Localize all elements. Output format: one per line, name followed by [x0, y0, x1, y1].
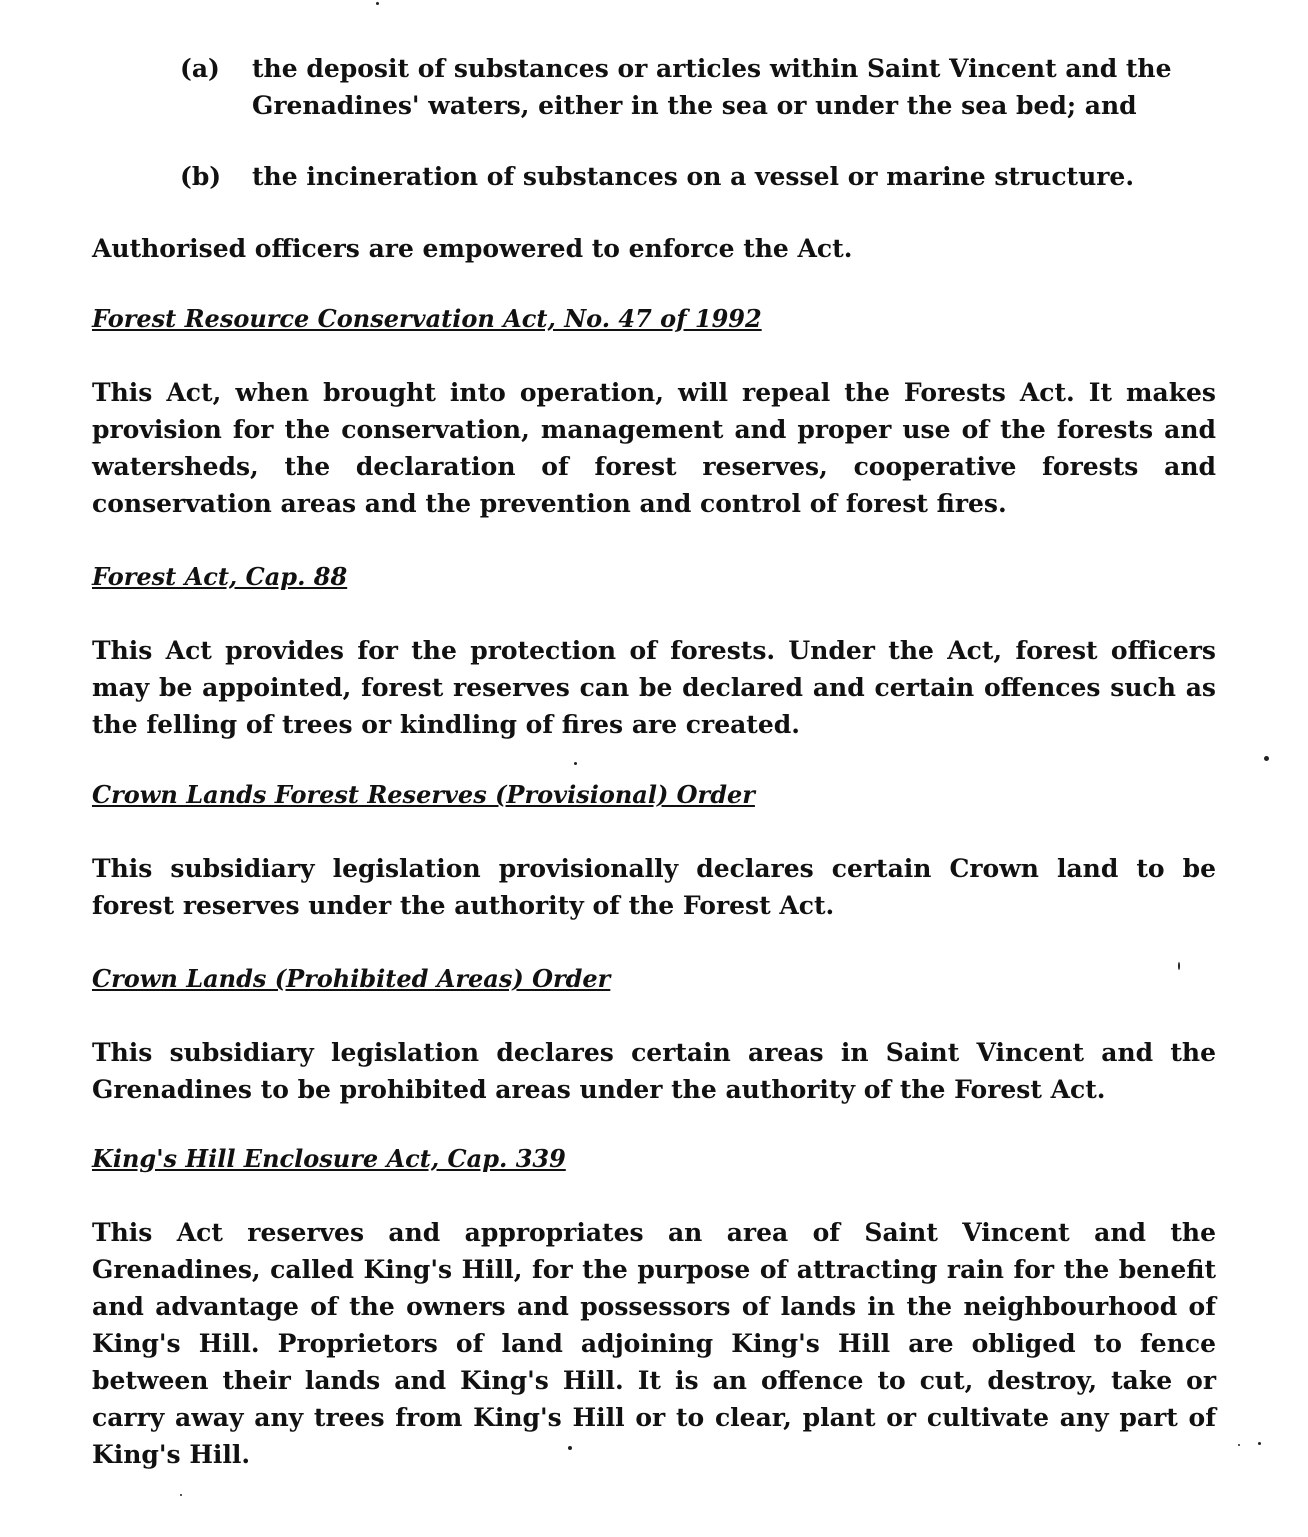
list-item-b: [180, 158, 1220, 195]
scan-speck: [376, 2, 379, 5]
list-item-text: the deposit of substances or articles within Saint Vincent and the Grenadines' waters, either in the sea or under the sea bed; and: [252, 54, 1172, 120]
scan-speck: [1264, 756, 1269, 761]
section-body-forest-act: This Act provides for the protection of forests. Under the Act, forest officers may be appointed, forest reserves can be declared and certain offences such as the felling of trees or kindling of fires are created.: [92, 636, 1216, 739]
section-heading-kings-hill-enclosure-act: King's Hill Enclosure Act, Cap. 339: [92, 1144, 566, 1173]
scan-speck: [180, 1494, 182, 1496]
list-marker: (a): [180, 54, 220, 83]
list-item-text: the incineration of substances on a vessel or marine structure.: [252, 162, 1135, 191]
scan-speck: [574, 762, 577, 765]
section-heading-crown-lands-forest-reserves-order: Crown Lands Forest Reserves (Provisional) Order: [92, 780, 755, 809]
scan-speck: [568, 1446, 572, 1450]
section-body-kings-hill-enclosure-act: This Act reserves and appropriates an area of Saint Vincent and the Grenadines, called King's Hill, for the purpose of attracting rain for the benefit and advantage of the owners and possessors of lands in the neighbourhood of King's Hill. Proprietors of land adjoining King's Hill are obliged to fence between their lands and King's Hill. It is an offence to cut, destroy, take or carry away any trees from King's Hill or to clear, plant or cultivate any part of King's Hill.: [92, 1218, 1216, 1469]
list-item-a: [180, 50, 1220, 124]
list-marker: (b): [180, 162, 222, 191]
intro-paragraph: Authorised officers are empowered to enforce the Act.: [92, 234, 853, 263]
section-heading-forest-resource-conservation-act: Forest Resource Conservation Act, No. 47 of 1992: [92, 304, 762, 333]
section-heading-forest-act: Forest Act, Cap. 88: [92, 562, 348, 591]
section-body-crown-lands-forest-reserves-order: This subsidiary legislation provisionally declares certain Crown land to be forest reserves under the authority of the Forest Act.: [92, 854, 1216, 920]
scan-speck: [1258, 1442, 1261, 1445]
section-body-crown-lands-prohibited-areas-order: This subsidiary legislation declares certain areas in Saint Vincent and the Grenadines to be prohibited areas under the authority of the Forest Act.: [92, 1038, 1216, 1104]
section-body-forest-resource-conservation-act: This Act, when brought into operation, will repeal the Forests Act. It makes provision for the conservation, management and proper use of the forests and watersheds, the declaration of forest reserves, cooperative forests and conservation areas and the prevention and control of forest fires.: [92, 378, 1216, 518]
scan-speck: [1238, 1444, 1240, 1446]
section-heading-crown-lands-prohibited-areas-order: Crown Lands (Prohibited Areas) Order: [92, 964, 611, 993]
scan-speck: [1178, 962, 1180, 970]
